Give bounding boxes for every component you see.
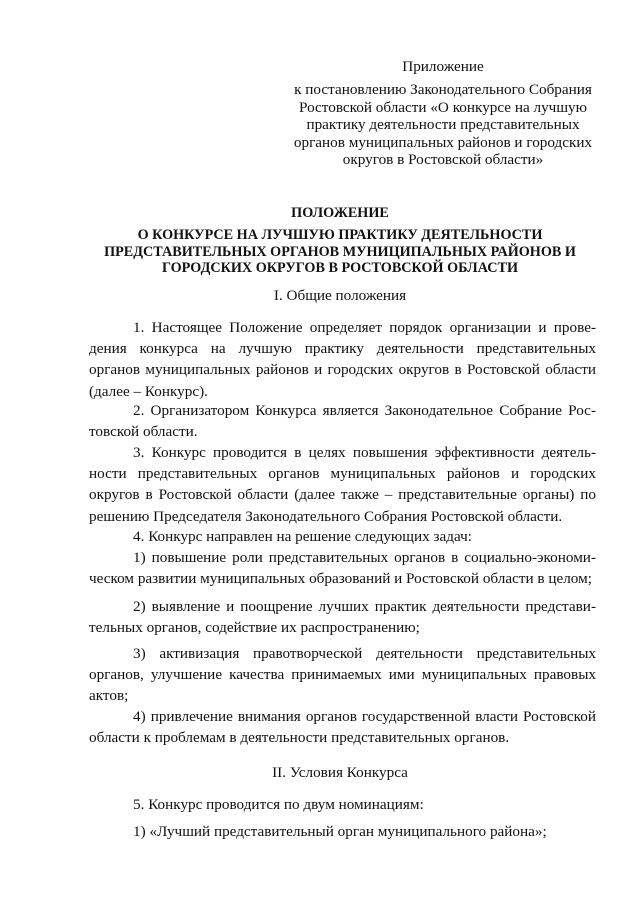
paragraph: 3) активизация правотворческой деятельности представительных органов, улучшение качества принимаемых ими муниципальных правовых актов; bbox=[89, 645, 596, 705]
appendix-block bbox=[290, 58, 596, 168]
document-title: ПОЛОЖЕНИЕ bbox=[291, 205, 389, 221]
appendix-title: Приложение bbox=[402, 58, 484, 75]
paragraph: 5. Конкурс проводится по двум номинациям: bbox=[133, 796, 424, 813]
section-title-general: I. Общие положения bbox=[273, 287, 407, 304]
subtitle-line: ГОРОДСКИХ ОКРУГОВ В РОСТОВСКОЙ ОБЛАСТИ bbox=[161, 260, 519, 277]
appendix-line: округов в Ростовской области» bbox=[342, 151, 544, 169]
paragraph: 4) привлечение внимания органов государственной власти Ростовской области к проблемам в деятельности представительных органов. bbox=[89, 708, 596, 747]
appendix-line: к постановлению Законодательного Собрания bbox=[294, 81, 592, 99]
appendix-line: Ростовской области «О конкурсе на лучшую bbox=[299, 98, 587, 116]
paragraph: 1. Настоящее Положение определяет порядок организации и проведения конкурса на лучшую практику деятельности представительных органов муниципальных районов и городских округов в Ростовской области (далее – Конкурс). bbox=[89, 319, 596, 400]
subtitle-line: О КОНКУРСЕ НА ЛУЧШУЮ ПРАКТИКУ ДЕЯТЕЛЬНОСТИ bbox=[137, 227, 543, 243]
appendix-line: органов муниципальных районов и городских bbox=[293, 133, 593, 151]
paragraph: 4. Конкурс направлен на решение следующих задач: bbox=[133, 528, 472, 545]
subtitle-line: ПРЕДСТАВИТЕЛЬНЫХ ОРГАНОВ МУНИЦИПАЛЬНЫХ РАЙОНОВ И bbox=[104, 243, 576, 260]
paragraph: 3. Конкурс проводится в целях повышения эффективности деятельности представительных органов муниципальных районов и городских округов в Ростовской области (далее также – представительные органы) по решению Председателя Законодательного Собрания Ростовской области. bbox=[89, 444, 596, 525]
paragraph: 2. Организатором Конкурса является Законодательное Собрание Ростовской области. bbox=[89, 402, 596, 441]
section-title-conditions: II. Условия Конкурса bbox=[272, 764, 408, 781]
paragraph: 2) выявление и поощрение лучших практик деятельности представительных органов, содействие их распространению; bbox=[89, 598, 596, 637]
paragraph: 1) «Лучший представительный орган муниципального района»; bbox=[133, 823, 547, 840]
document-subtitle bbox=[60, 227, 620, 277]
appendix-line: практику деятельности представительных bbox=[306, 116, 580, 134]
paragraph: 1) повышение роли представительных органов в социально-экономическом развитии муниципальных образований и Ростовской области в целом; bbox=[89, 549, 596, 588]
